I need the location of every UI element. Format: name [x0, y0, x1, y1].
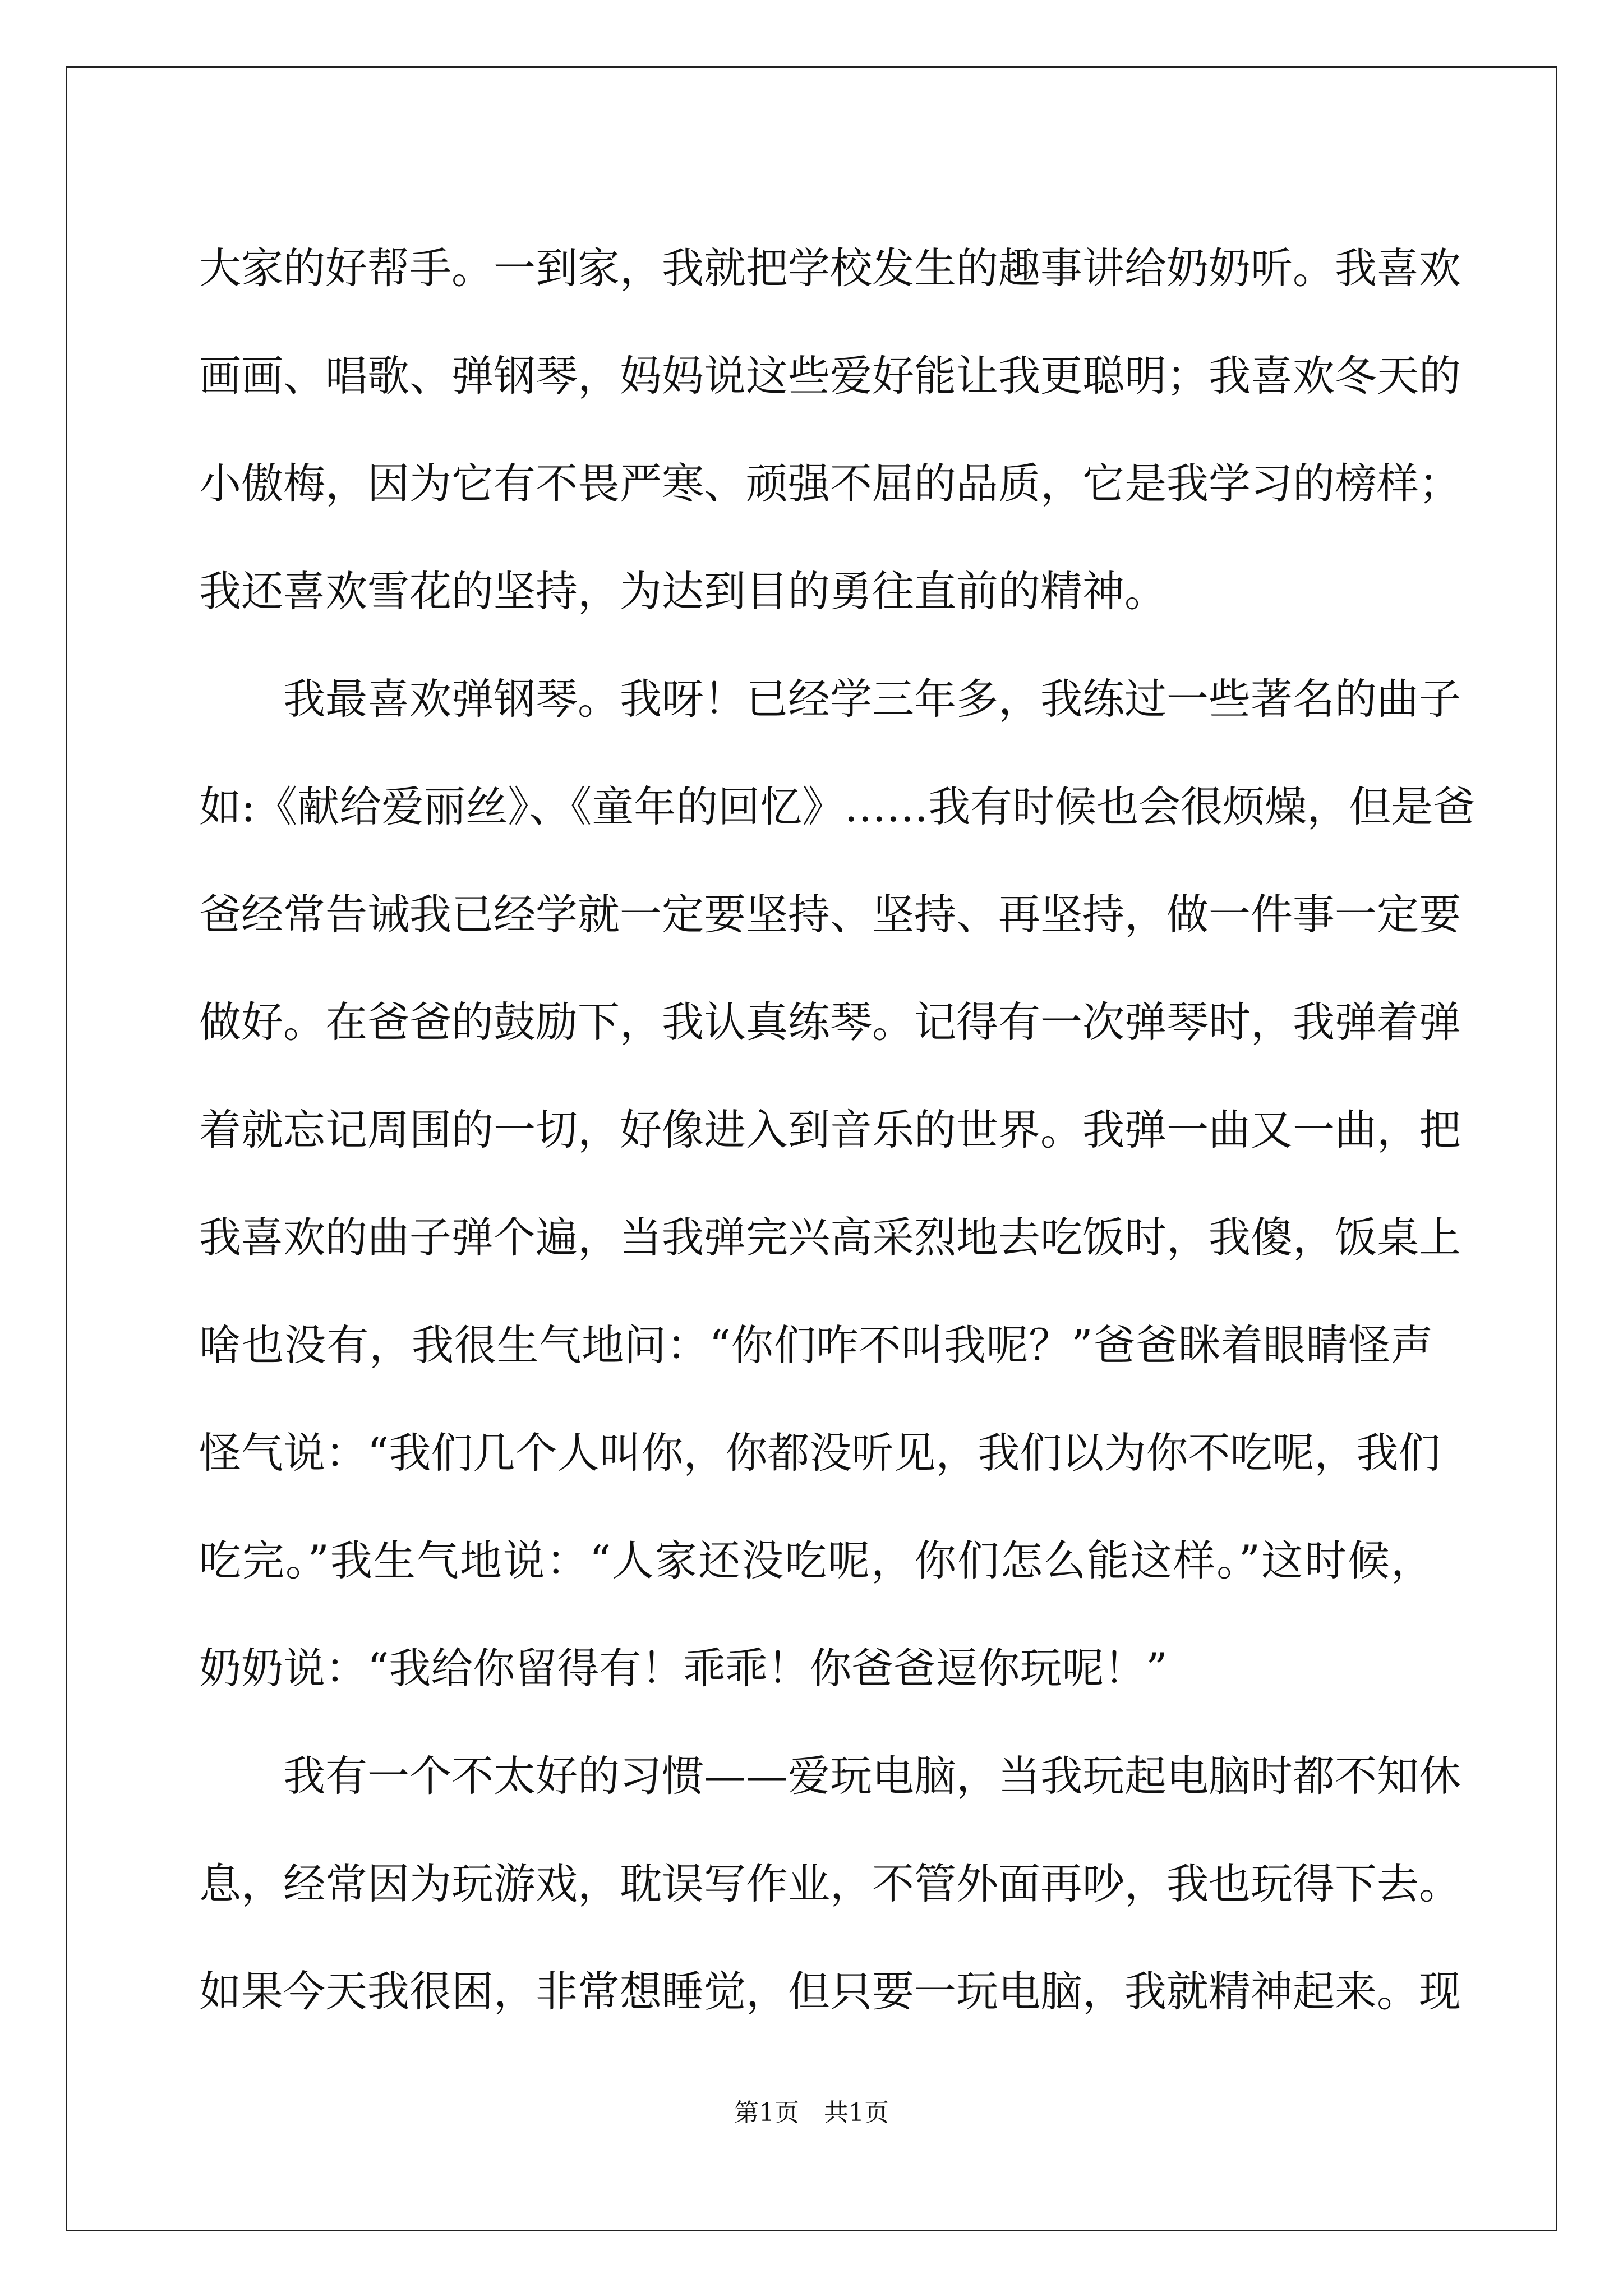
page-footer: 第1页 共1页: [734, 2099, 889, 2127]
text-line: 做好。在爸爸的鼓励下，我认真练琴。记得有一次弹琴时，我弹着弹: [199, 997, 1461, 1047]
text-line: 怪气说：“我们几个人叫你，你都没听见，我们以为你不吃呢，我们: [199, 1428, 1441, 1478]
text-line: 如果今天我很困，非常想睡觉，但只要一玩电脑，我就精神起来。现: [199, 1967, 1461, 2016]
text-line: 啥也没有，我很生气地问：“你们咋不叫我呢？”爸爸眯着眼睛怪声: [199, 1320, 1433, 1370]
body-text: [199, 214, 1476, 2045]
text-line: 大家的好帮手。一到家，我就把学校发生的趣事讲给奶奶听。我喜欢: [199, 243, 1461, 293]
text-line: 着就忘记周围的一切，好像进入到音乐的世界。我弹一曲又一曲，把: [199, 1105, 1461, 1154]
text-line: 我最喜欢弹钢琴。我呀！已经学三年多，我练过一些著名的曲子: [283, 674, 1461, 724]
text-line: 我喜欢的曲子弹个遍，当我弹完兴高采烈地去吃饭时，我傻，饭桌上: [199, 1213, 1461, 1262]
text-line: 画画、唱歌、弹钢琴，妈妈说这些爱好能让我更聪明；我喜欢冬天的: [199, 351, 1461, 401]
text-line: 我有一个不太好的习惯——爱玩电脑，当我玩起电脑时都不知休: [283, 1751, 1461, 1801]
text-line: 吃完。”我生气地说：“人家还没吃呢，你们怎么能这样。”这时候，: [199, 1536, 1433, 1585]
text-line: 息，经常因为玩游戏，耽误写作业，不管外面再吵，我也玩得下去。: [199, 1859, 1461, 1908]
text-line: 小傲梅，因为它有不畏严寒、顽强不屈的品质，它是我学习的榜样；: [199, 459, 1461, 508]
text-line: 我还喜欢雪花的坚持，为达到目的勇往直前的精神。: [199, 567, 1167, 616]
text-line: 奶奶说：“我给你留得有！乖乖！你爸爸逗你玩呢！”: [199, 1644, 1168, 1693]
text-line: 爸经常告诫我已经学就一定要坚持、坚持、再坚持，做一件事一定要: [199, 890, 1461, 939]
text-line: 如:《献给爱丽丝》、《童年的回忆》……我有时候也会很烦燥，但是爸: [199, 782, 1476, 831]
